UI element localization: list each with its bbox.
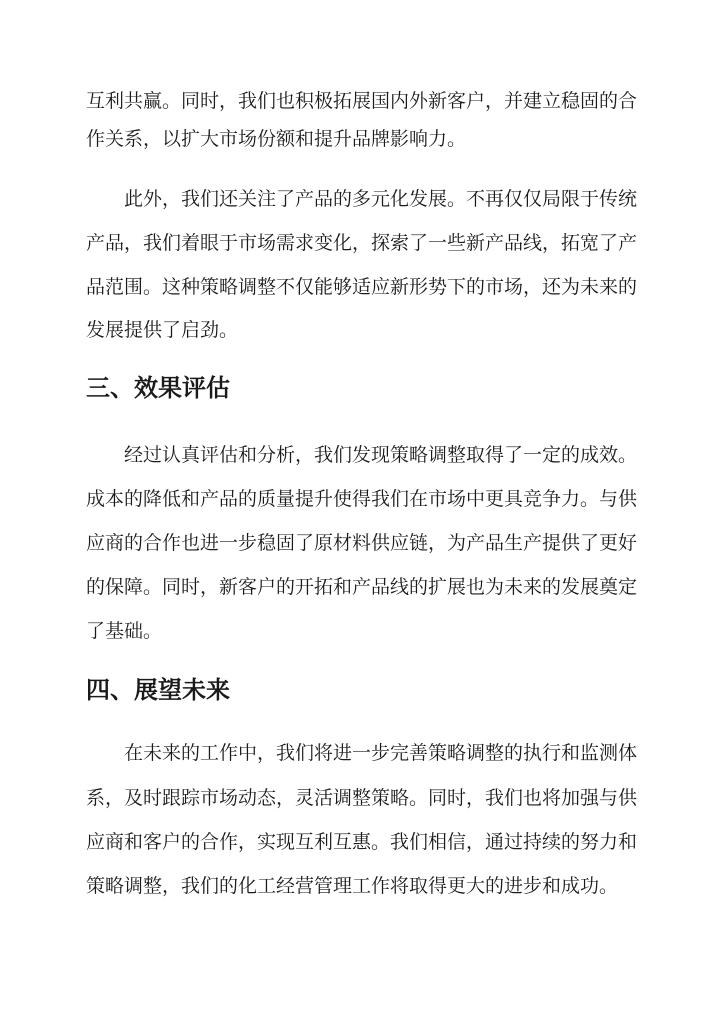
paragraph-line: 品范围。这种策略调整不仅能够适应新形势下的市场，还为未来的 — [86, 276, 638, 298]
paragraph-line: 此外，我们还关注了产品的多元化发展。不再仅仅局限于传统 — [124, 188, 638, 210]
section-heading-outlook: 四、展望未来 — [86, 675, 230, 704]
paragraph-line: 成本的降低和产品的质量提升使得我们在市场中更具竞争力。与供 — [86, 488, 638, 510]
paragraph-line: 系，及时跟踪市场动态，灵活调整策略。同时，我们也将加强与供 — [86, 787, 638, 809]
paragraph-line: 在未来的工作中，我们将进一步完善策略调整的执行和监测体 — [124, 742, 638, 764]
paragraph-line: 作关系，以扩大市场份额和提升品牌影响力。 — [86, 128, 467, 150]
paragraph-line: 策略调整，我们的化工经营管理工作将取得更大的进步和成功。 — [86, 875, 619, 897]
paragraph-line: 应商的合作也进一步稳固了原材料供应链，为产品生产提供了更好 — [86, 532, 638, 554]
paragraph-line: 的保障。同时，新客户的开拓和产品线的扩展也为未来的发展奠定 — [86, 576, 638, 598]
section-heading-evaluation: 三、效果评估 — [86, 373, 230, 402]
paragraph-line: 了基础。 — [86, 620, 163, 642]
paragraph-line: 互利共赢。同时，我们也积极拓展国内外新客户，并建立稳固的合 — [86, 90, 638, 112]
paragraph-line: 发展提供了启劲。 — [86, 319, 239, 341]
paragraph-line: 经过认真评估和分析，我们发现策略调整取得了一定的成效。 — [124, 444, 638, 466]
paragraph-line: 应商和客户的合作，实现互利互惠。我们相信，通过持续的努力和 — [86, 831, 638, 853]
paragraph-line: 产品，我们着眼于市场需求变化，探索了一些新产品线，拓宽了产 — [86, 232, 638, 254]
